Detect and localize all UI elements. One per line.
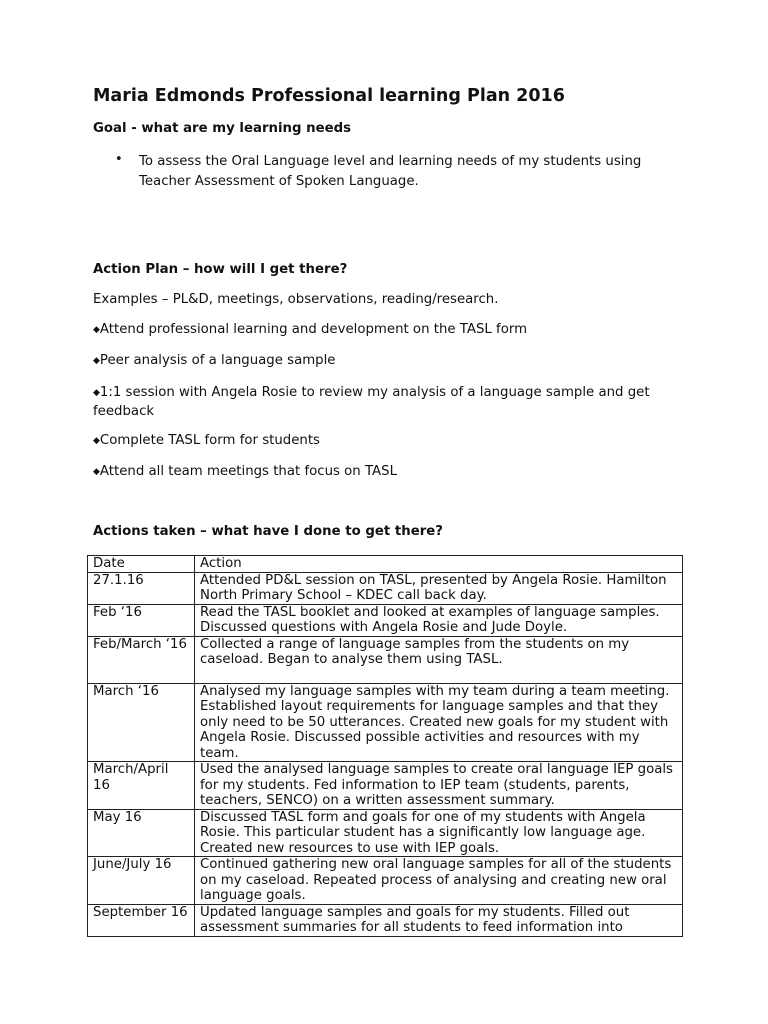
actions-taken-heading: Actions taken – what have I done to get there? bbox=[93, 524, 444, 539]
diamond-bullet-icon: ◆ bbox=[93, 356, 100, 366]
date-cell: 27.1.16 bbox=[88, 572, 195, 604]
action-cell: Read the TASL booklet and looked at examples of language samples. Discussed questions with Angela Rosie and Jude Doyle. bbox=[195, 604, 683, 636]
action-item-text: 1:1 session with Angela Rosie to review my analysis of a language sample and get feedback bbox=[93, 385, 650, 419]
action-column-header: Action bbox=[195, 556, 683, 573]
date-cell: June/July 16 bbox=[88, 857, 195, 905]
table-row bbox=[88, 683, 683, 762]
date-cell: March ‘16 bbox=[88, 683, 195, 762]
diamond-bullet-icon: ◆ bbox=[93, 388, 100, 398]
goal-heading: Goal - what are my learning needs bbox=[93, 121, 352, 136]
diamond-bullet-icon: ◆ bbox=[93, 436, 100, 446]
date-cell: Feb/March ‘16 bbox=[88, 636, 195, 683]
goal-bullet: To assess the Oral Language level and learning needs of my students using Teacher Assessment of Spoken Language. bbox=[139, 154, 642, 189]
action-item bbox=[93, 432, 683, 451]
action-cell: Attended PD&L session on TASL, presented by Angela Rosie. Hamilton North Primary School – KDEC call back day. bbox=[195, 572, 683, 604]
action-cell: Discussed TASL form and goals for one of my students with Angela Rosie. This particular student has a significantly low language age. Created new resources to use with IEP goals. bbox=[195, 809, 683, 857]
date-cell: Feb ‘16 bbox=[88, 604, 195, 636]
action-item bbox=[93, 463, 683, 482]
action-cell: Collected a range of language samples from the students on my caseload. Began to analyse them using TASL. bbox=[195, 636, 683, 683]
actions-table bbox=[87, 555, 683, 937]
table-row bbox=[88, 904, 683, 936]
table-row bbox=[88, 809, 683, 857]
action-cell: Updated language samples and goals for my students. Filled out assessment summaries for all students to feed information into bbox=[195, 904, 683, 936]
date-cell: May 16 bbox=[88, 809, 195, 857]
action-item-text: Peer analysis of a language sample bbox=[99, 353, 336, 368]
diamond-bullet-icon: ◆ bbox=[93, 325, 100, 335]
action-item-text: Attend professional learning and development on the TASL form bbox=[99, 322, 528, 337]
action-item bbox=[93, 352, 683, 371]
table-row bbox=[88, 572, 683, 604]
action-cell: Used the analysed language samples to create oral language IEP goals for my students. Fed information to IEP team (students, parents, teachers, SENCO) on a written assessment summary. bbox=[195, 762, 683, 810]
action-cell: Continued gathering new oral language samples for all of the students on my caseload. Repeated process of analysing and creating new oral language goals. bbox=[195, 857, 683, 905]
action-plan-heading: Action Plan – how will I get there? bbox=[93, 262, 348, 277]
table-header-row bbox=[88, 556, 683, 573]
action-cell: Analysed my language samples with my team during a team meeting. Established layout requirements for language samples and that they only need to be 50 utterances. Created new goals for my student with Angela Rosie. Discussed possible activities and resources with my team. bbox=[195, 683, 683, 762]
table-row bbox=[88, 636, 683, 683]
table-row bbox=[88, 857, 683, 905]
document-title: Maria Edmonds Professional learning Plan 2016 bbox=[93, 86, 565, 106]
examples-text: Examples – PL&D, meetings, observations, reading/research. bbox=[93, 292, 499, 307]
action-item-text: Attend all team meetings that focus on TASL bbox=[99, 464, 397, 479]
diamond-bullet-icon: ◆ bbox=[93, 467, 100, 477]
action-item bbox=[93, 384, 683, 421]
action-item-text: Complete TASL form for students bbox=[99, 433, 320, 448]
date-column-header: Date bbox=[88, 556, 195, 573]
date-cell: September 16 bbox=[88, 904, 195, 936]
table-row bbox=[88, 762, 683, 810]
table-row bbox=[88, 604, 683, 636]
action-item bbox=[93, 321, 683, 340]
date-cell: March/April 16 bbox=[88, 762, 195, 810]
bullet-icon: • bbox=[115, 152, 123, 167]
